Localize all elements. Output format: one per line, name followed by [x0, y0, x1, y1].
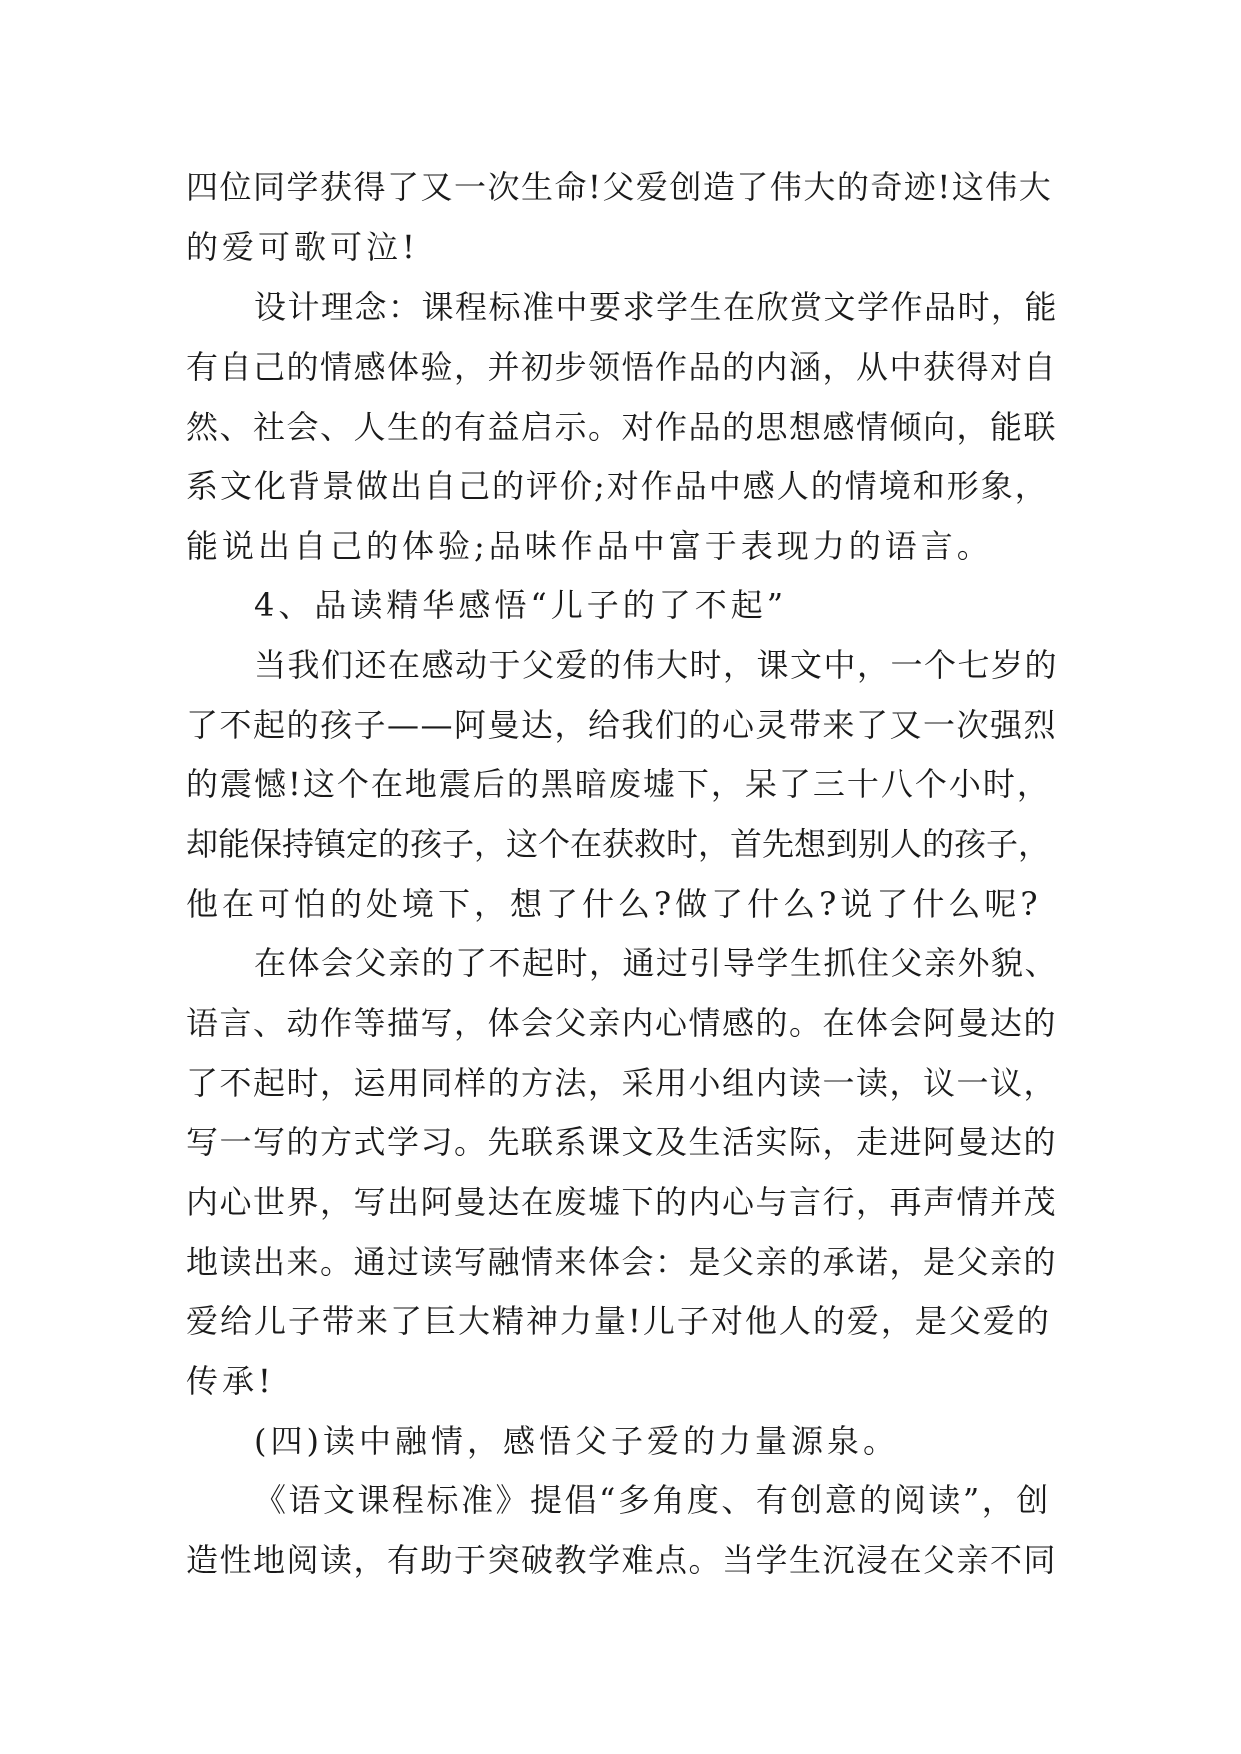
text-line: 内心世界，写出阿曼达在废墟下的内心与言行，再声情并茂: [186, 1183, 1058, 1221]
text-line: 写一写的方式学习。先联系课文及生活实际，走进阿曼达的: [186, 1123, 1058, 1161]
text-line: 的震憾!这个在地震后的黑暗废墟下，呆了三十八个小时，: [186, 765, 1051, 803]
text-line: 爱给儿子带来了巨大精神力量!儿子对他人的爱，是父爱的: [186, 1302, 1051, 1340]
text-line: 当我们还在感动于父爱的伟大时，课文中，一个七岁的: [254, 646, 1059, 684]
text-line: 有自己的情感体验，并初步领悟作品的内涵，从中获得对自: [186, 348, 1058, 386]
section-heading: (四)读中融情，感悟父子爱的力量源泉。: [254, 1422, 899, 1460]
text-line: 了不起的孩子——阿曼达，给我们的心灵带来了又一次强烈: [186, 706, 1058, 744]
text-line: 设计理念：课程标准中要求学生在欣赏文学作品时，能: [254, 288, 1059, 326]
text-line: 系文化背景做出自己的评价;对作品中感人的情境和形象，: [186, 467, 1049, 505]
text-line: 的爱可歌可泣!: [186, 228, 419, 266]
text-line: 造性地阅读，有助于突破教学难点。当学生沉浸在父亲不同: [186, 1541, 1058, 1579]
text-line: 他在可怕的处境下，想了什么?做了什么?说了什么呢?: [186, 885, 1042, 923]
text-line: 在体会父亲的了不起时，通过引导学生抓住父亲外貌、: [254, 944, 1059, 982]
text-line: 能说出自己的体验;品味作品中富于表现力的语言。: [186, 527, 993, 565]
text-line: 四位同学获得了又一次生命!父爱创造了伟大的奇迹!这伟大: [186, 168, 1053, 206]
text-line: 语言、动作等描写，体会父亲内心情感的。在体会阿曼达的: [186, 1004, 1058, 1042]
text-line: 传承!: [186, 1362, 275, 1400]
text-line: 《语文课程标准》提倡“多角度、有创意的阅读”，创: [254, 1481, 1051, 1519]
section-heading: 4、品读精华感悟“儿子的了不起”: [254, 586, 788, 624]
text-line: 然、社会、人生的有益启示。对作品的思想感情倾向，能联: [186, 408, 1058, 446]
text-line: 了不起时，运用同样的方法，采用小组内读一读，议一议，: [186, 1064, 1058, 1102]
text-line: 却能保持镇定的孩子，这个在获救时，首先想到别人的孩子，: [186, 825, 1051, 863]
text-line: 地读出来。通过读写融情来体会：是父亲的承诺，是父亲的: [186, 1243, 1058, 1281]
